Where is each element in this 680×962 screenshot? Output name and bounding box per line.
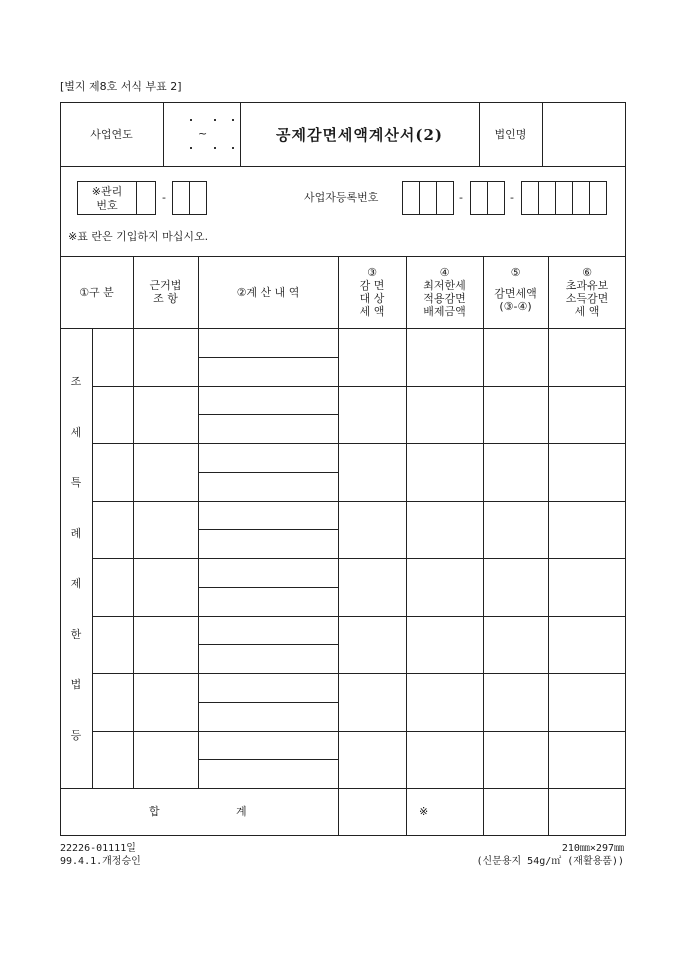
col-header-reduction: ⑤ 감면세액 (③-④) [494, 266, 537, 313]
total-label-2: 계 [236, 805, 247, 818]
mgmt-no-dash: - [162, 191, 166, 204]
instruction-note: ※표 란은 기입하지 마십시오. [68, 230, 209, 243]
tax-target-cell[interactable] [339, 329, 406, 385]
side-label-char: 조 [70, 375, 82, 388]
excess-cell[interactable] [549, 444, 625, 500]
form-label: [별지 제8호 서식 부표 2] [60, 80, 182, 93]
reduction-cell[interactable] [484, 387, 548, 443]
tax-target-cell[interactable] [339, 502, 406, 558]
corp-name-input[interactable] [543, 104, 625, 164]
col-header-category: ①구 분 [79, 286, 114, 299]
biz-reg-digit[interactable] [470, 181, 488, 215]
side-label-char: 례 [70, 527, 82, 540]
law-cell[interactable] [134, 674, 198, 730]
side-label-char: 등 [70, 729, 82, 742]
subcategory-cell[interactable] [93, 444, 133, 500]
law-cell[interactable] [134, 329, 198, 385]
excess-cell[interactable] [549, 502, 625, 558]
exclusion-cell[interactable] [407, 674, 483, 730]
total-excluded-mark: ※ [419, 805, 429, 818]
biz-reg-dash: - [459, 191, 463, 204]
corp-name-label: 법인명 [494, 128, 527, 141]
calc-cell-2[interactable] [199, 588, 338, 615]
side-label-char: 세 [70, 426, 82, 439]
subcategory-cell[interactable] [93, 387, 133, 443]
col-header-excess: ⑥ 초과유보 소득감면 세 액 [565, 266, 609, 318]
col-header-tax-target: ③ 감 면 대 상 세 액 [359, 266, 385, 318]
reduction-cell[interactable] [484, 617, 548, 673]
law-cell[interactable] [134, 559, 198, 615]
mgmt-no-digit[interactable] [189, 181, 207, 215]
calc-cell-2[interactable] [199, 415, 338, 442]
reduction-cell[interactable] [484, 732, 548, 788]
side-label-char: 특 [70, 476, 82, 489]
side-label-char: 제 [70, 577, 82, 590]
exclusion-cell[interactable] [407, 617, 483, 673]
biz-reg-digit[interactable] [487, 181, 505, 215]
total-excess-cell[interactable] [549, 789, 625, 835]
calc-cell-2[interactable] [199, 530, 338, 557]
biz-reg-digit[interactable] [419, 181, 437, 215]
calc-cell-1[interactable] [199, 732, 338, 759]
law-cell[interactable] [134, 387, 198, 443]
calc-cell-2[interactable] [199, 760, 338, 787]
biz-reg-digit[interactable] [538, 181, 556, 215]
calc-cell-1[interactable] [199, 617, 338, 644]
tax-target-cell[interactable] [339, 674, 406, 730]
biz-reg-digit[interactable] [572, 181, 590, 215]
reduction-cell[interactable] [484, 559, 548, 615]
exclusion-cell[interactable] [407, 329, 483, 385]
law-cell[interactable] [134, 502, 198, 558]
excess-cell[interactable] [549, 387, 625, 443]
biz-reg-digit[interactable] [402, 181, 420, 215]
total-reduction-cell[interactable] [484, 789, 548, 835]
reduction-cell[interactable] [484, 502, 548, 558]
excess-cell[interactable] [549, 559, 625, 615]
tax-target-cell[interactable] [339, 444, 406, 500]
excess-cell[interactable] [549, 329, 625, 385]
total-label-1: 합 [149, 805, 160, 818]
col-header-exclusion: ④ 최저한세 적용감면 배제금액 [423, 266, 466, 318]
total-tax-cell[interactable] [339, 789, 406, 835]
exclusion-cell[interactable] [407, 502, 483, 558]
subcategory-cell[interactable] [93, 674, 133, 730]
mgmt-no-digit[interactable] [172, 181, 190, 215]
calc-cell-1[interactable] [199, 502, 338, 529]
calc-cell-1[interactable] [199, 559, 338, 586]
exclusion-cell[interactable] [407, 559, 483, 615]
calc-cell-1[interactable] [199, 674, 338, 701]
reduction-cell[interactable] [484, 674, 548, 730]
exclusion-cell[interactable] [407, 387, 483, 443]
exclusion-cell[interactable] [407, 732, 483, 788]
business-year-label: 사업연도 [90, 128, 133, 141]
subcategory-cell[interactable] [93, 617, 133, 673]
tax-target-cell[interactable] [339, 617, 406, 673]
subcategory-cell[interactable] [93, 502, 133, 558]
calc-cell-1[interactable] [199, 329, 338, 356]
side-label-char: 법 [70, 678, 82, 691]
exclusion-cell[interactable] [407, 444, 483, 500]
biz-reg-digit[interactable] [589, 181, 607, 215]
reduction-cell[interactable] [484, 444, 548, 500]
period-separator: ~ [198, 127, 208, 140]
business-year-field[interactable] [164, 103, 240, 165]
biz-reg-digit[interactable] [521, 181, 539, 215]
law-cell[interactable] [134, 617, 198, 673]
subcategory-cell[interactable] [93, 559, 133, 615]
biz-reg-dash: - [510, 191, 514, 204]
calc-cell-2[interactable] [199, 645, 338, 672]
form-title: 공제감면세액계산서(2) [275, 126, 444, 144]
excess-cell[interactable] [549, 732, 625, 788]
subcategory-cell[interactable] [93, 732, 133, 788]
paper-type: (신문용지 54g/㎡ (재활용품)) [476, 856, 624, 867]
reduction-cell[interactable] [484, 329, 548, 385]
col-header-calc: ②계 산 내 역 [236, 286, 300, 299]
calc-cell-1[interactable] [199, 387, 338, 414]
biz-reg-no-label: 사업자등록번호 [304, 191, 379, 204]
biz-reg-digit[interactable] [436, 181, 454, 215]
biz-reg-digit[interactable] [555, 181, 573, 215]
form-code: 22226-01111일 [60, 843, 136, 854]
tax-target-cell[interactable] [339, 559, 406, 615]
subcategory-cell[interactable] [93, 329, 133, 385]
excess-cell[interactable] [549, 674, 625, 730]
paper-size: 210㎜×297㎜ [561, 843, 624, 854]
tax-target-cell[interactable] [339, 732, 406, 788]
excess-cell[interactable] [549, 617, 625, 673]
law-cell[interactable] [134, 732, 198, 788]
mgmt-no-label-box: ※관리 번호 [77, 181, 137, 215]
law-cell[interactable] [134, 444, 198, 500]
calc-cell-1[interactable] [199, 444, 338, 471]
calc-cell-2[interactable] [199, 473, 338, 500]
tax-target-cell[interactable] [339, 387, 406, 443]
col-header-law: 근거법 조 항 [149, 279, 182, 305]
calc-cell-2[interactable] [199, 358, 338, 385]
side-label-char: 한 [70, 628, 82, 641]
mgmt-no-digit[interactable] [136, 181, 156, 215]
approval-date: 99.4.1.개정승인 [60, 856, 141, 867]
calc-cell-2[interactable] [199, 703, 338, 730]
